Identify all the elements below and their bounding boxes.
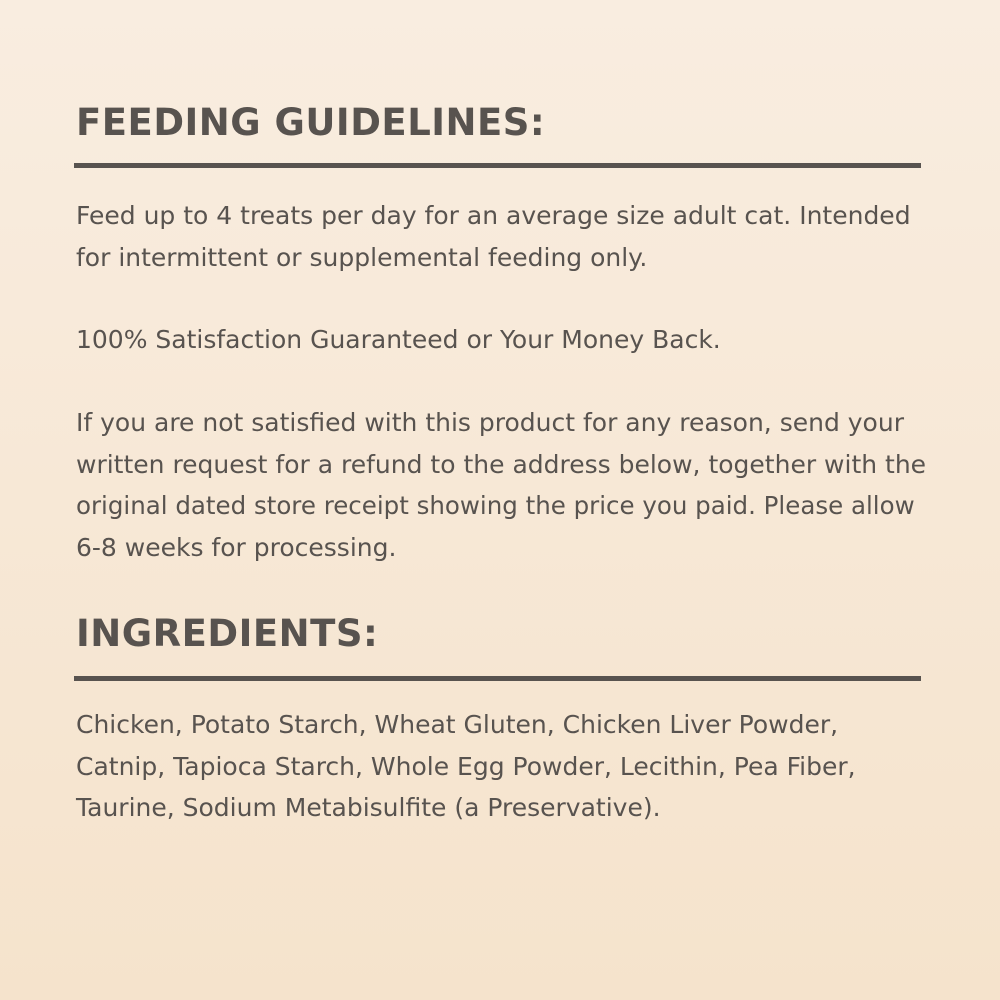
feeding-guidelines-line: Feed up to 4 treats per day for an average size adult cat. Intended [76, 201, 911, 230]
refund-policy-line: If you are not satisfied with this product for any reason, send your [76, 408, 904, 437]
ingredients-line: Chicken, Potato Starch, Wheat Gluten, Chicken Liver Powder, [76, 710, 839, 739]
satisfaction-guarantee-text [76, 319, 926, 361]
ingredients-divider [74, 676, 921, 681]
refund-policy-line: written request for a refund to the address below, together with the [76, 449, 927, 479]
feeding-guidelines-divider [74, 163, 921, 168]
ingredients-heading: INGREDIENTS: [76, 612, 379, 655]
feeding-guidelines-paragraph [76, 195, 926, 278]
ingredients-line: Catnip, Tapioca Starch, Whole Egg Powder, Lecithin, Pea Fiber, [76, 751, 856, 781]
ingredients-list [76, 704, 926, 829]
feeding-guidelines-heading: FEEDING GUIDELINES: [76, 101, 546, 144]
refund-policy-line: original dated store receipt showing the price you paid. Please allow [76, 491, 915, 520]
ingredients-line: Taurine, Sodium Metabisulfite (a Preservative). [76, 793, 661, 822]
refund-policy-line: 6-8 weeks for processing. [76, 532, 397, 562]
feeding-guidelines-line: for intermittent or supplemental feeding only. [76, 242, 648, 272]
satisfaction-guarantee-line: 100% Satisfaction Guaranteed or Your Money Back. [76, 325, 721, 354]
refund-policy-paragraph [76, 402, 926, 568]
